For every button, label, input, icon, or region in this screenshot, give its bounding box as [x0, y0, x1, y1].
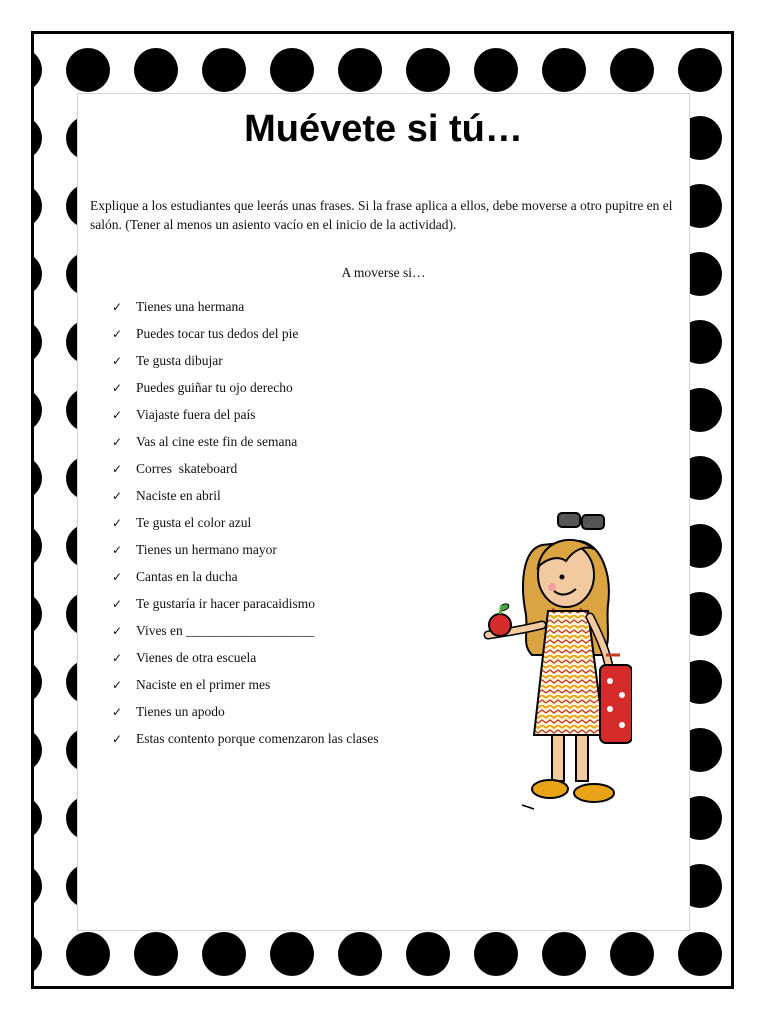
checklist-item-text: Corres skateboard — [136, 461, 238, 476]
instructions-paragraph: Explique a los estudiantes que leerás unas frases. Si la frase aplica a ellos, debe moverse a otro pupitre en el salón. (Tener al menos un asiento vacío en el inicio de la actividad). — [90, 198, 673, 232]
checklist-item-text: Tienes un hermano mayor — [136, 542, 277, 557]
statement-checklist — [112, 298, 379, 757]
checkmark-icon: ✓ — [112, 678, 123, 692]
checkmark-icon: ✓ — [112, 489, 123, 503]
checklist-item — [112, 433, 379, 460]
checklist-item — [112, 649, 379, 676]
checklist-item-text: Te gusta dibujar — [136, 353, 223, 368]
checklist-item-text: Puedes guiñar tu ojo derecho — [136, 380, 293, 395]
checklist-item — [112, 568, 379, 595]
checklist-item — [112, 595, 379, 622]
checklist-item — [112, 622, 379, 649]
checkmark-icon: ✓ — [112, 624, 123, 638]
checklist-item — [112, 487, 379, 514]
checklist-item — [112, 352, 379, 379]
checklist-item-text: Cantas en la ducha — [136, 569, 238, 584]
checkmark-icon: ✓ — [112, 408, 123, 422]
checklist-item — [112, 703, 379, 730]
checklist-item-text: Tienes una hermana — [136, 299, 245, 314]
checklist-item — [112, 379, 379, 406]
checkmark-icon: ✓ — [112, 597, 123, 611]
checklist-item-text: Naciste en el primer mes — [136, 677, 271, 692]
checklist-item — [112, 541, 379, 568]
checklist-item-text: Vienes de otra escuela — [136, 650, 257, 665]
checkmark-icon: ✓ — [112, 462, 123, 476]
checklist-item-text: Te gustaría ir hacer paracaidismo — [136, 596, 315, 611]
checklist-item-text: Estas contento porque comenzaron las clases — [136, 731, 379, 746]
checklist-item — [112, 676, 379, 703]
checkmark-icon: ✓ — [112, 543, 123, 557]
checkmark-icon: ✓ — [112, 570, 123, 584]
girl-with-apple-and-bag-icon — [482, 505, 632, 825]
checkmark-icon: ✓ — [112, 732, 123, 746]
checklist-item — [112, 730, 379, 757]
checklist-item — [112, 460, 379, 487]
checklist-item-text: Puedes tocar tus dedos del pie — [136, 326, 299, 341]
checkmark-icon: ✓ — [112, 705, 123, 719]
checklist-item — [112, 298, 379, 325]
checkmark-icon: ✓ — [112, 516, 123, 530]
checkmark-icon: ✓ — [112, 300, 123, 314]
checklist-item-text: Vives en ___________________ — [136, 623, 315, 638]
page-title: Muévete si tú… — [244, 108, 523, 150]
checklist-item-text: Naciste en abril — [136, 488, 221, 503]
checkmark-icon: ✓ — [112, 354, 123, 368]
checklist-item-text: Viajaste fuera del país — [136, 407, 256, 422]
list-subheading: A moverse si… — [341, 265, 426, 280]
checklist-item-text: Te gusta el color azul — [136, 515, 252, 530]
checkmark-icon: ✓ — [112, 651, 123, 665]
checklist-item-text: Tienes un apodo — [136, 704, 225, 719]
checklist-item — [112, 514, 379, 541]
checkmark-icon: ✓ — [112, 381, 123, 395]
checklist-item-text: Vas al cine este fin de semana — [136, 434, 298, 449]
checkmark-icon: ✓ — [112, 327, 123, 341]
checklist-item — [112, 406, 379, 433]
checkmark-icon: ✓ — [112, 435, 123, 449]
checklist-item — [112, 325, 379, 352]
